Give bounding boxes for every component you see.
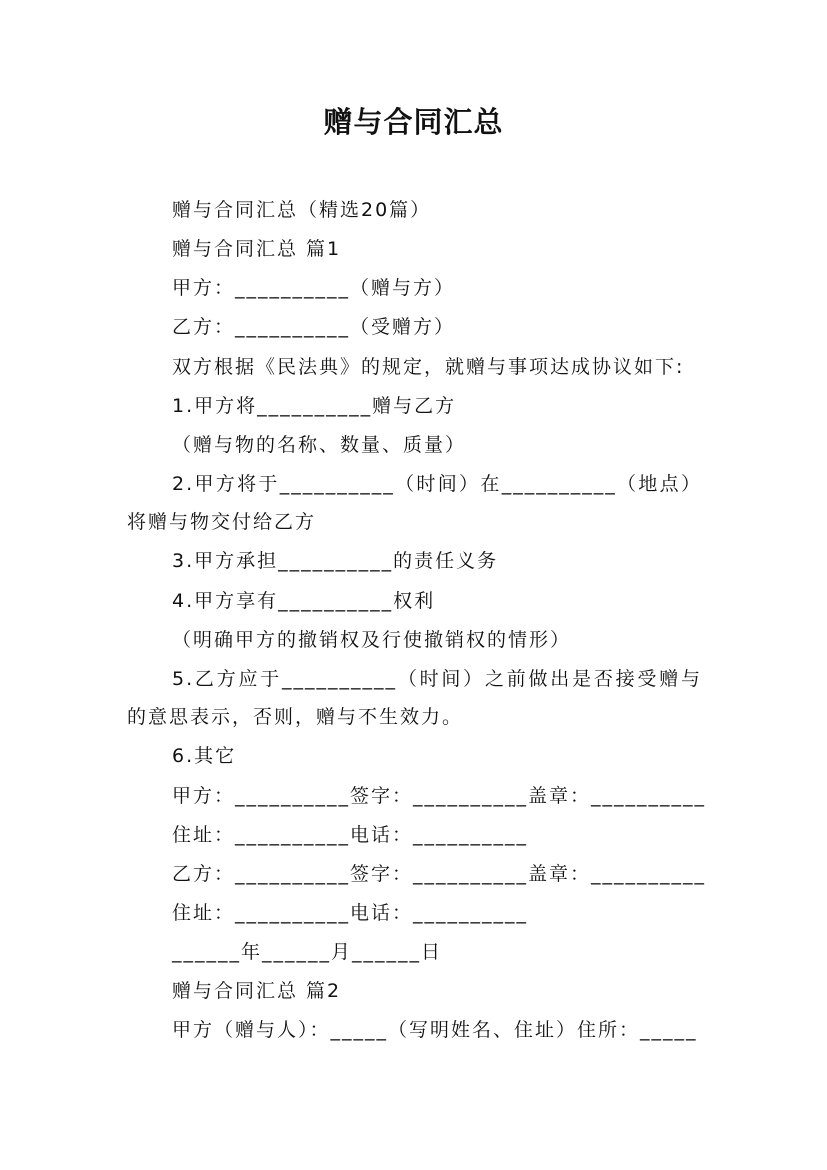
- clause-6: 6.其它: [172, 745, 237, 767]
- clause-5-continued: 的意思表示，否则，赠与不生效力。: [127, 706, 464, 728]
- clause-5: 5.乙方应于__________（时间）之前做出是否接受赠与: [172, 668, 702, 690]
- party-b-line: 乙方：__________（受赠方）: [172, 316, 456, 338]
- collection-subtitle: 赠与合同汇总（精选20篇）: [172, 199, 432, 221]
- party-a-signature-line: 甲方：__________签字：__________盖章：__________: [172, 785, 707, 807]
- clause-2-continued: 将赠与物交付给乙方: [127, 511, 317, 533]
- clause-1: 1.甲方将__________赠与乙方: [172, 395, 457, 417]
- date-line: ______年______月______日: [172, 941, 443, 963]
- clause-1-note: （赠与物的名称、数量、质量）: [172, 434, 467, 456]
- clause-2: 2.甲方将于__________（时间）在__________（地点）: [172, 473, 702, 495]
- section-heading-1: 赠与合同汇总 篇1: [172, 238, 342, 260]
- party-b-signature-line: 乙方：__________签字：__________盖章：__________: [172, 863, 707, 885]
- clause-4: 4.甲方享有__________权利: [172, 590, 436, 612]
- party-b-address-line: 住址：__________电话：__________: [172, 902, 529, 924]
- party-a-line: 甲方：__________（赠与方）: [172, 277, 456, 299]
- agreement-intro: 双方根据《民法典》的规定，就赠与事项达成协议如下:: [172, 356, 685, 378]
- donor-line: 甲方（赠与人）：_____（写明姓名、住址）住所：_____: [172, 1019, 698, 1041]
- clause-3: 3.甲方承担__________的责任义务: [172, 550, 499, 572]
- section-heading-2: 赠与合同汇总 篇2: [172, 980, 342, 1002]
- document-title: 赠与合同汇总: [323, 105, 504, 139]
- party-a-address-line: 住址：__________电话：__________: [172, 824, 529, 846]
- clause-4-note: （明确甲方的撤销权及行使撤销权的情形）: [172, 629, 572, 651]
